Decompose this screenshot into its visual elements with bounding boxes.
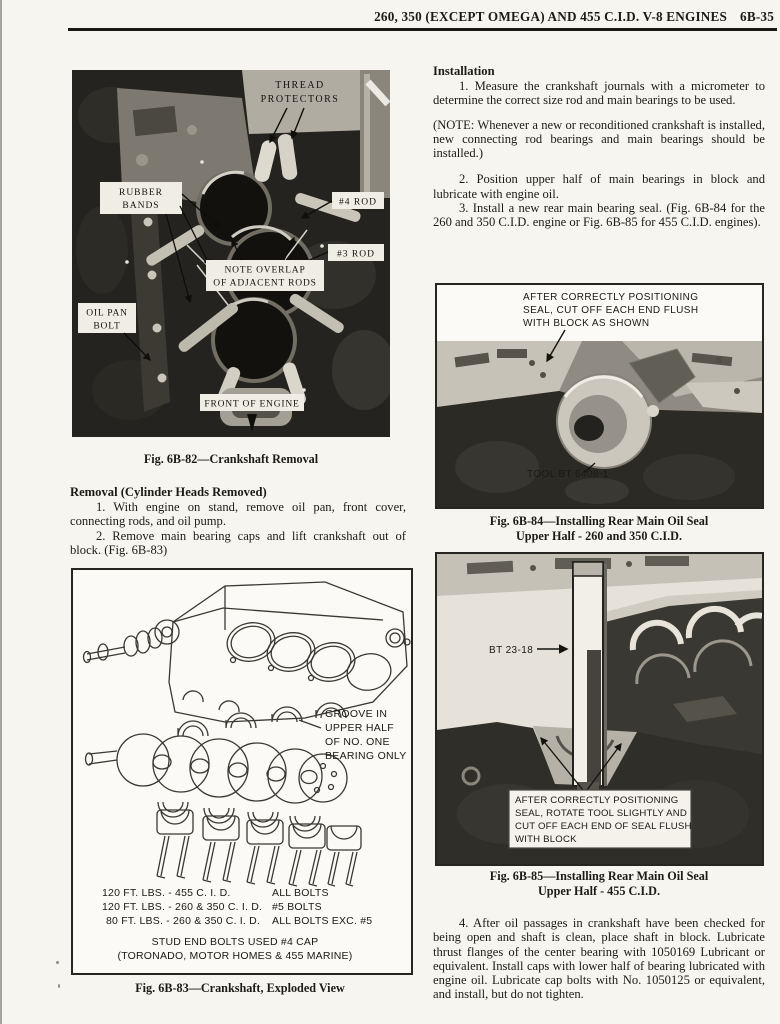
header-rule — [68, 28, 777, 31]
installation-step-4: 4. After oil passages in crankshaft have been checked for being open and shaft is clean, place shaft in block. Lubricate thrust flanges of the center bearing with 1050169 Lubricant or equivalent. Install caps with lower half of bearing lubricated with engine oil. Lubricate cap bolts with No. 1050125 or equivalent, and install, but do not tighten. — [433, 916, 765, 1002]
removal-section — [70, 485, 406, 557]
label-note-overlap-l1: NOTE OVERLAP — [224, 265, 306, 276]
label-rubber-bands-l1: RUBBER — [118, 188, 164, 198]
installation-step-3: 3. Install a new rear main bearing seal. (Fig. 6B-84 for the 260 and 350 C.I.D. engine or Fig. 6B-85 for 455 C.I.D. engines). — [433, 201, 765, 230]
fig84-caption-line2: Upper Half - 260 and 350 C.I.D. — [515, 528, 682, 543]
label-note-overlap-l2: OF ADJACENT RODS — [213, 278, 317, 289]
installation-step-1: 1. Measure the crankshaft journals with a micrometer to determine the correct size rod and main bearings to be used. — [433, 79, 765, 108]
groove-note-l2: UPPER HALF — [325, 722, 394, 734]
fig-6b83-caption: Fig. 6B-83—Crankshaft, Exploded View — [135, 981, 345, 995]
fig-6b84-photo — [435, 283, 764, 509]
label-rubber-bands-l2: BANDS — [122, 201, 160, 211]
removal-step-2: 2. Remove main bearing caps and lift crankshaft out of block. (Fig. 6B-83) — [70, 528, 406, 557]
fig85-note-l4: WITH BLOCK — [515, 834, 577, 845]
fig84-tool-label: TOOL BT 6408-1 — [527, 469, 609, 480]
label-oil-pan-bolt-l1: OIL PAN — [86, 308, 128, 319]
fig84-note-l3: WITH BLOCK AS SHOWN — [523, 318, 650, 329]
fig85-note-l2: SEAL, ROTATE TOOL SLIGHTLY AND — [515, 808, 687, 819]
fig-6b85-photo — [435, 552, 764, 866]
fig85-tool-label: BT 23-18 — [489, 645, 534, 656]
label-thread-protectors-l1: THREAD — [275, 80, 325, 91]
groove-note-l3: OF NO. ONE — [325, 736, 390, 748]
label-front-of-engine: FRONT OF ENGINE — [204, 399, 300, 410]
torque-row3-spec: 80 FT. LBS. - 260 & 350 C. I. D. — [106, 915, 261, 927]
fig-6b82-photo — [72, 70, 390, 437]
installation-step-4-block — [433, 916, 765, 1002]
installation-step-2: 2. Position upper half of main bearings in block and lubricate with engine oil. — [433, 172, 765, 201]
label-oil-pan-bolt-l2: BOLT — [93, 321, 121, 332]
torque-row2-spec: 120 FT. LBS. - 260 & 350 C. I. D. — [102, 901, 263, 913]
page-header — [374, 9, 774, 25]
torque-row3-bolts: ALL BOLTS EXC. #5 — [272, 915, 373, 927]
fig-6b85-caption — [433, 869, 765, 898]
fig85-note-l1: AFTER CORRECTLY POSITIONING — [515, 795, 679, 806]
fig-6b84-caption — [433, 514, 765, 543]
torque-row1-spec: 120 FT. LBS. - 455 C. I. D. — [102, 887, 231, 899]
scan-speck — [58, 984, 60, 988]
installation-section — [433, 64, 765, 230]
groove-note-l4: BEARING ONLY — [325, 750, 407, 762]
removal-heading: Removal (Cylinder Heads Removed) — [70, 485, 267, 499]
fig85-caption-line2: Upper Half - 455 C.I.D. — [538, 883, 660, 898]
fig85-note-l3: CUT OFF EACH END OF SEAL FLUSH — [515, 821, 692, 832]
fig84-note-l1: AFTER CORRECTLY POSITIONING — [523, 292, 699, 303]
torque-row2-bolts: #5 BOLTS — [272, 901, 322, 913]
label-thread-protectors-l2: PROTECTORS — [260, 94, 340, 105]
label-4-rod: #4 ROD — [339, 197, 377, 208]
fig84-caption-line1: Fig. 6B-84—Installing Rear Main Oil Seal — [489, 514, 709, 528]
installation-heading: Installation — [433, 64, 495, 78]
groove-note-l1: GROOVE IN — [325, 708, 388, 720]
scan-edge-artifact — [0, 0, 2, 1024]
fig84-note-l2: SEAL, CUT OFF EACH END FLUSH — [523, 305, 699, 316]
label-3-rod: #3 ROD — [337, 249, 375, 260]
scan-speck — [56, 961, 59, 964]
fig-6b82-caption: Fig. 6B-82—Crankshaft Removal — [143, 452, 319, 466]
removal-step-1: 1. With engine on stand, remove oil pan, front cover, connecting rods, and oil pump. — [70, 500, 406, 529]
stud-note-l2: (TORONADO, MOTOR HOMES & 455 MARINE) — [117, 950, 353, 962]
header-title: 260, 350 (EXCEPT OMEGA) AND 455 C.I.D. V-8 ENGINES — [374, 9, 728, 24]
installation-note: (NOTE: Whenever a new or reconditioned crankshaft is installed, new connecting rod bearings and main bearings should be installed.) — [433, 117, 765, 161]
fig-6b83-drawing — [71, 568, 413, 975]
header-page-number: 6B-35 — [740, 9, 774, 24]
torque-row1-bolts: ALL BOLTS — [272, 887, 329, 899]
fig85-caption-line1: Fig. 6B-85—Installing Rear Main Oil Seal — [489, 869, 709, 883]
stud-note-l1: STUD END BOLTS USED #4 CAP — [151, 936, 319, 948]
